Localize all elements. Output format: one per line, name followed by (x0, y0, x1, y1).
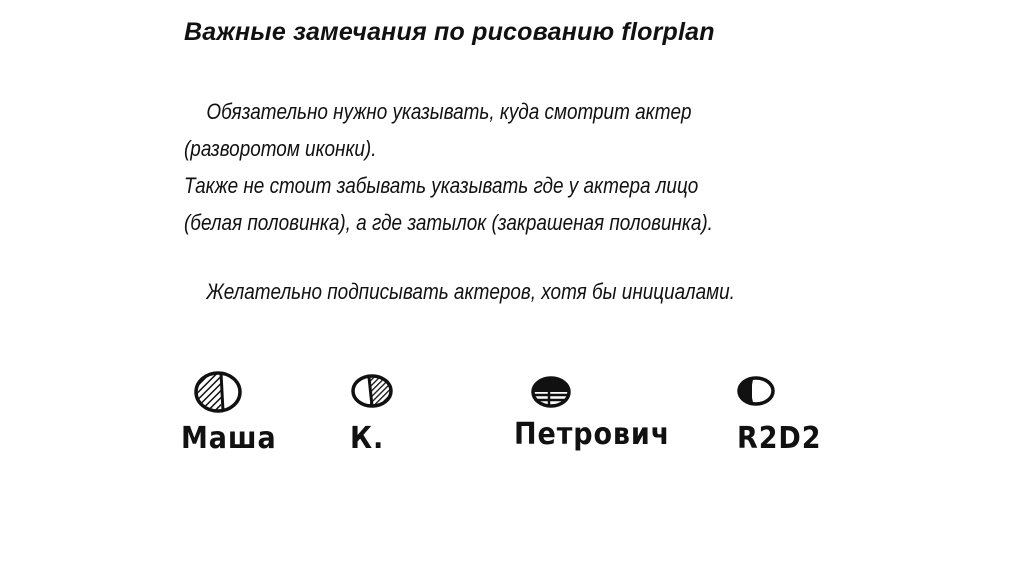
paragraph-line: (белая половинка), а где затылок (закрашеная половинка). (184, 210, 713, 235)
actor-k (349, 373, 395, 409)
actor-name-label: Петрович (514, 417, 671, 452)
paragraph-signing-note (184, 273, 735, 310)
actor-name-label: R2D2 (737, 421, 822, 456)
actor-icon-half-hatched (349, 373, 395, 409)
paragraph-direction-note-cont (184, 130, 713, 241)
paragraph-line: Желательно подписывать актеров, хотя бы инициалами. (206, 279, 735, 304)
page-title: Важные замечания по рисованию florplan (184, 18, 715, 46)
actor-name-label: Маша (181, 421, 277, 456)
actor-r2d2 (735, 375, 777, 407)
actor-name-label: К. (350, 421, 385, 456)
paragraph-direction-note (184, 93, 692, 130)
actor-icon-half-hatched (735, 375, 777, 407)
actor-petrovich (529, 375, 573, 409)
actor-icon-half-hatched (529, 375, 573, 409)
actor-masha (192, 369, 244, 415)
paragraph-line: (разворотом иконки). (184, 136, 377, 161)
actor-icon-half-hatched (192, 369, 244, 415)
paragraph-line: Также не стоит забывать указывать где у актера лицо (184, 173, 699, 198)
paragraph-line: Обязательно нужно указывать, куда смотрит актер (206, 99, 692, 124)
